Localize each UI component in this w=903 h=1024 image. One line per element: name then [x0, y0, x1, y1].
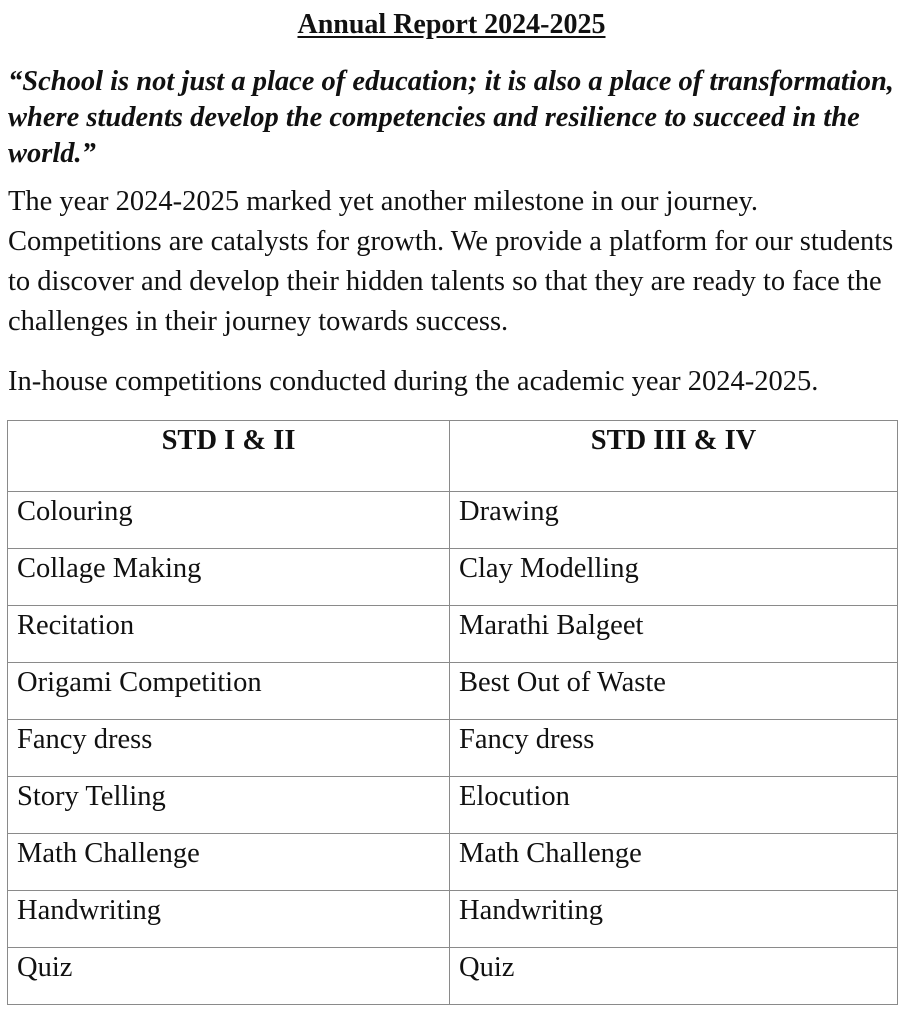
competitions-table [7, 420, 898, 1005]
table-cell: Collage Making [8, 549, 450, 606]
table-cell: Fancy dress [8, 720, 450, 777]
table-row [8, 492, 898, 549]
report-title: Annual Report 2024-2025 [297, 9, 606, 40]
table-cell: Quiz [8, 948, 450, 1005]
table-row [8, 891, 898, 948]
competitions-intro: In-house competitions conducted during the academic year 2024-2025. [8, 366, 819, 397]
table-cell: Colouring [8, 492, 450, 549]
table-cell: Clay Modelling [450, 549, 898, 606]
table-row [8, 948, 898, 1005]
table-cell: Elocution [450, 777, 898, 834]
table-cell: Fancy dress [450, 720, 898, 777]
table-cell: Story Telling [8, 777, 450, 834]
table-row [8, 549, 898, 606]
table-cell: Recitation [8, 606, 450, 663]
table-row [8, 606, 898, 663]
table-cell: Quiz [450, 948, 898, 1005]
table-cell: Origami Competition [8, 663, 450, 720]
table-header-row [8, 421, 898, 492]
table-cell: Math Challenge [8, 834, 450, 891]
table-cell: Drawing [450, 492, 898, 549]
column-header-std-i-ii: STD I & II [8, 421, 450, 492]
table-row [8, 834, 898, 891]
table-cell: Handwriting [8, 891, 450, 948]
table-cell: Math Challenge [450, 834, 898, 891]
table-cell: Best Out of Waste [450, 663, 898, 720]
table-cell: Marathi Balgeet [450, 606, 898, 663]
table-row [8, 777, 898, 834]
table-row [8, 720, 898, 777]
school-quote: “School is not just a place of education; it is also a place of transformation, where students develop the competencies and resilience to succeed in the world.” [8, 66, 894, 169]
intro-paragraph: The year 2024-2025 marked yet another milestone in our journey. Competitions are catalysts for growth. We provide a platform for our students to discover and develop their hidden talents so that they are ready to face the challenges in their journey towards success. [8, 186, 894, 337]
table-row [8, 663, 898, 720]
column-header-std-iii-iv: STD III & IV [450, 421, 898, 492]
table-cell: Handwriting [450, 891, 898, 948]
